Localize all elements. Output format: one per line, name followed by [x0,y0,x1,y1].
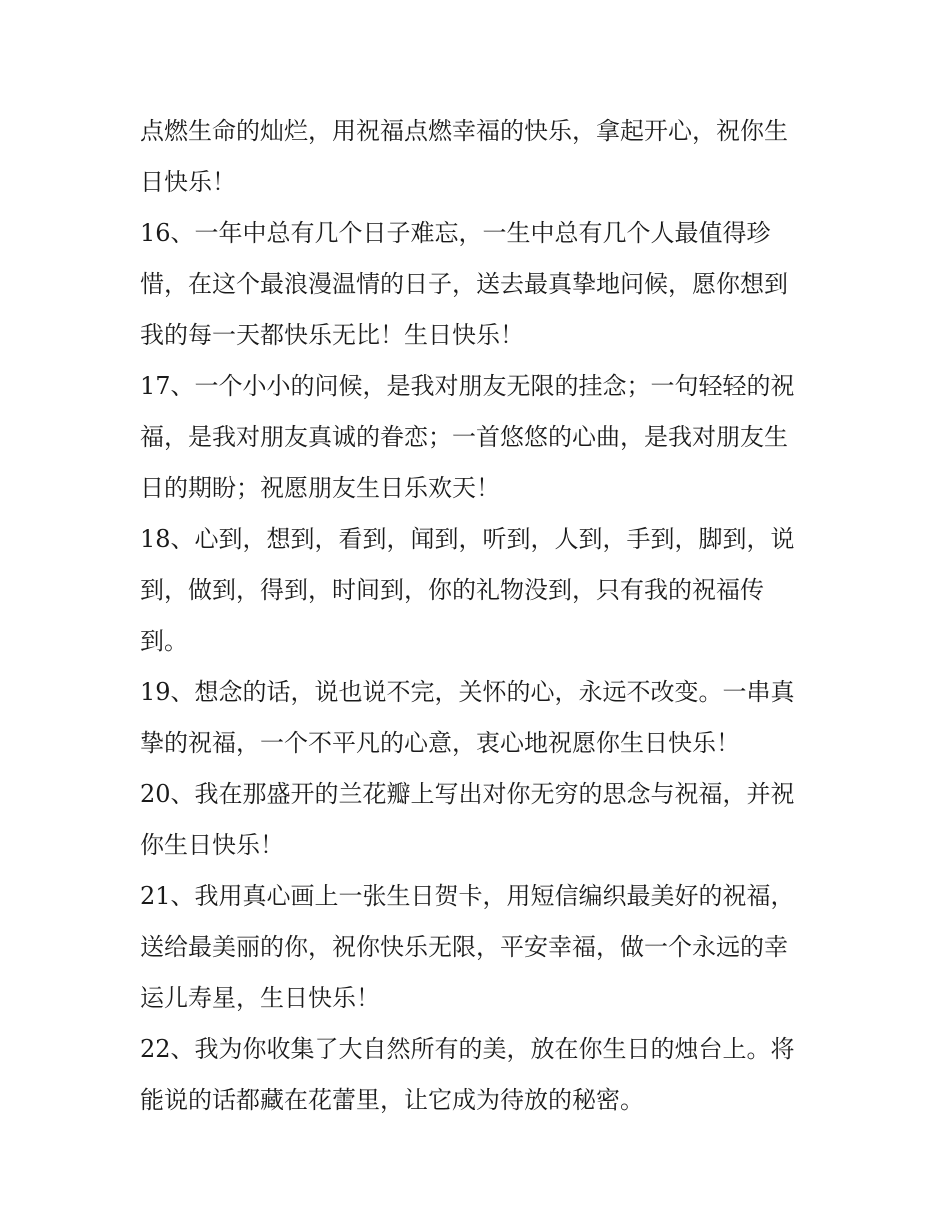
text-line: 运儿寿星，生日快乐！ [140,984,380,1012]
text-line: 21、我用真心画上一张生日贺卡，用短信编织最美好的祝福， [140,882,795,910]
document-body [140,106,812,1126]
text-line: 能说的话都藏在花蕾里，让它成为待放的秘密。 [140,1086,644,1114]
text-line: 日快乐！ [140,168,236,196]
text-line: 福，是我对朋友真诚的眷恋；一首悠悠的心曲，是我对朋友生 [140,423,788,451]
text-line: 日的期盼；祝愿朋友生日乐欢天！ [140,474,500,502]
text-line: 挚的祝福，一个不平凡的心意，衷心地祝愿你生日快乐！ [140,729,740,757]
text-line: 18、心到，想到，看到，闻到，听到，人到，手到，脚到，说 [140,525,795,553]
text-line: 点燃生命的灿烂，用祝福点燃幸福的快乐，拿起开心，祝你生 [140,117,788,145]
text-line: 惜，在这个最浪漫温情的日子，送去最真挚地问候，愿你想到 [140,270,788,298]
text-line: 22、我为你收集了大自然所有的美，放在你生日的烛台上。将 [140,1035,795,1063]
text-line: 到。 [140,627,188,655]
text-line: 送给最美丽的你，祝你快乐无限，平安幸福，做一个永远的幸 [140,933,788,961]
text-line: 16、一年中总有几个日子难忘，一生中总有几个人最值得珍 [140,219,771,247]
text-line: 我的每一天都快乐无比！生日快乐！ [140,321,524,349]
text-line: 你生日快乐！ [140,831,284,859]
text-line: 17、一个小小的问候，是我对朋友无限的挂念；一句轻轻的祝 [140,372,795,400]
text-line: 19、想念的话，说也说不完，关怀的心，永远不改变。一串真 [140,678,795,706]
text-line: 到，做到，得到，时间到，你的礼物没到，只有我的祝福传 [140,576,764,604]
text-line: 20、我在那盛开的兰花瓣上写出对你无穷的思念与祝福，并祝 [140,780,795,808]
